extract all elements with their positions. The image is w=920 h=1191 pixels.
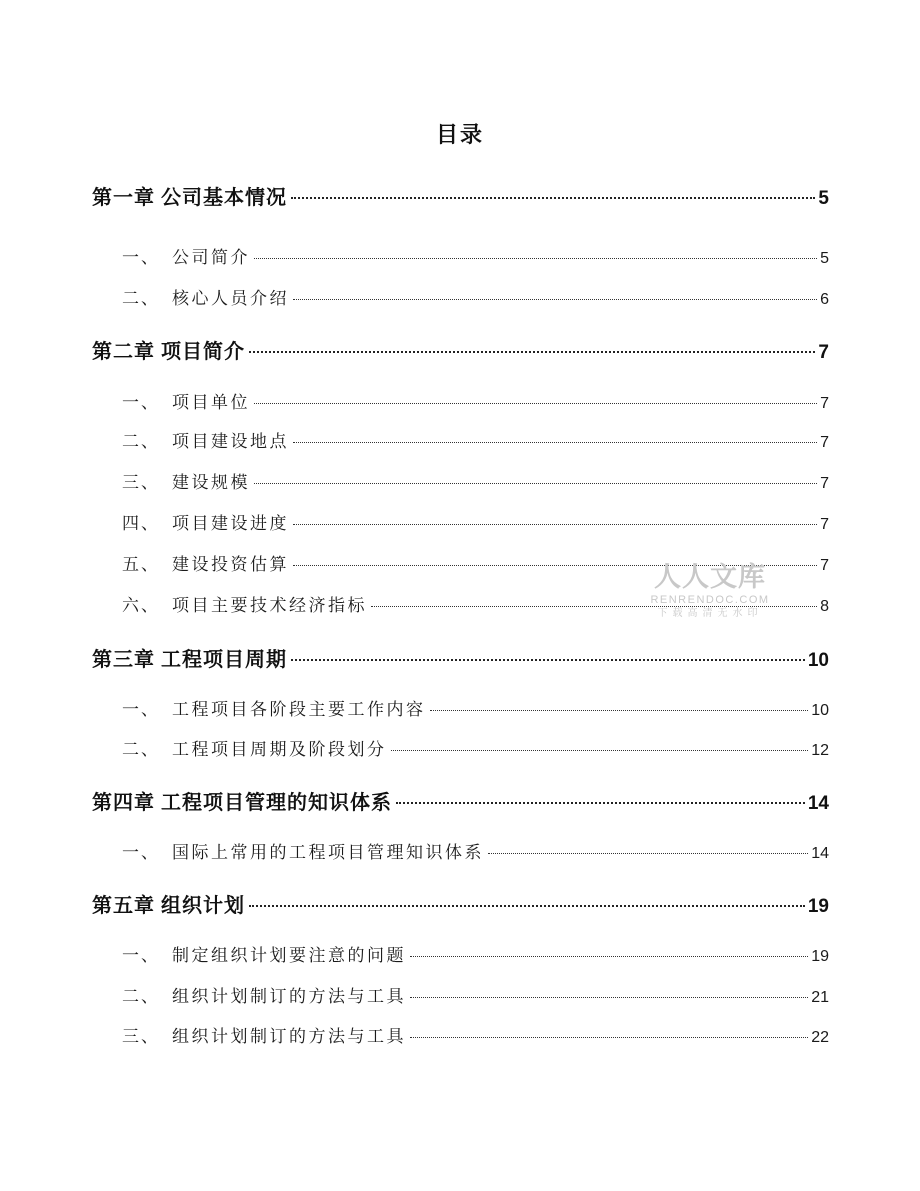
dot-leader: [410, 1037, 808, 1038]
toc-section-2-4[interactable]: [122, 511, 829, 537]
section-number: 四、: [122, 514, 160, 534]
section-number: 二、: [122, 289, 160, 309]
section-label: 组织计划制订的方法与工具: [172, 987, 406, 1007]
chapter-label: 项目简介: [161, 339, 245, 363]
section-number: 一、: [122, 843, 160, 863]
section-label: 项目建设地点: [172, 432, 289, 452]
page-number: 7: [820, 516, 829, 533]
section-label: 公司简介: [172, 248, 250, 268]
toc-section-2-2[interactable]: [122, 429, 829, 455]
toc-chapter-4[interactable]: [92, 787, 829, 817]
page-number: 10: [807, 650, 829, 671]
dot-leader: [391, 750, 809, 751]
toc-section-5-1[interactable]: [122, 943, 829, 969]
section-number: 一、: [122, 393, 160, 413]
toc-section-1-2[interactable]: [122, 286, 829, 312]
section-label: 项目建设进度: [172, 514, 289, 534]
section-number: 一、: [122, 946, 160, 966]
section-number: 二、: [122, 987, 160, 1007]
page-number: 6: [820, 291, 829, 308]
toc-chapter-3[interactable]: [92, 644, 829, 674]
chapter-label: 工程项目周期: [161, 647, 287, 671]
section-number: 二、: [122, 740, 160, 760]
toc-section-2-3[interactable]: [122, 470, 829, 496]
page-number: 12: [811, 742, 829, 759]
dot-leader: [430, 710, 809, 711]
section-label: 项目主要技术经济指标: [172, 596, 367, 616]
section-number: 一、: [122, 248, 160, 268]
section-number: 一、: [122, 700, 160, 720]
section-label: 建设投资估算: [172, 555, 289, 575]
page-number: 5: [820, 250, 829, 267]
page-number: 7: [818, 342, 829, 363]
section-number: 三、: [122, 1027, 160, 1047]
section-number: 二、: [122, 432, 160, 452]
dot-leader: [293, 524, 817, 525]
dot-leader: [249, 905, 805, 907]
page-number: 14: [807, 793, 829, 814]
dot-leader: [293, 565, 817, 566]
dot-leader: [488, 853, 808, 854]
section-number: 三、: [122, 473, 160, 493]
chapter-number: 第一章: [92, 185, 155, 209]
chapter-number: 第四章: [92, 790, 155, 814]
dot-leader: [291, 197, 815, 199]
section-number: 六、: [122, 596, 160, 616]
toc-section-5-2[interactable]: [122, 984, 829, 1010]
dot-leader: [291, 659, 805, 661]
dot-leader: [293, 442, 817, 443]
dot-leader: [410, 997, 808, 998]
section-label: 核心人员介绍: [172, 289, 289, 309]
section-label: 制定组织计划要注意的问题: [172, 946, 406, 966]
toc-chapter-1[interactable]: [92, 182, 829, 212]
section-label: 组织计划制订的方法与工具: [172, 1027, 406, 1047]
chapter-number: 第三章: [92, 647, 155, 671]
toc-chapter-5[interactable]: [92, 890, 829, 920]
section-label: 工程项目周期及阶段划分: [172, 740, 387, 760]
dot-leader: [410, 956, 808, 957]
chapter-number: 第二章: [92, 339, 155, 363]
toc-section-3-1[interactable]: [122, 697, 829, 723]
chapter-label: 组织计划: [161, 893, 245, 917]
dot-leader: [371, 606, 817, 607]
watermark-tagline: 下载高清无水印: [657, 608, 763, 619]
toc-section-5-3[interactable]: [122, 1024, 829, 1050]
page-number: 5: [818, 188, 829, 209]
page-number: 7: [820, 557, 829, 574]
dot-leader: [396, 802, 805, 804]
dot-leader: [254, 403, 817, 404]
toc-section-1-1[interactable]: [122, 245, 829, 271]
toc-section-2-1[interactable]: [122, 390, 829, 416]
dot-leader: [254, 258, 817, 259]
toc-section-2-6[interactable]: [122, 593, 829, 619]
dot-leader: [249, 351, 815, 353]
section-label: 建设规模: [172, 473, 250, 493]
section-label: 国际上常用的工程项目管理知识体系: [172, 843, 484, 863]
chapter-label: 公司基本情况: [161, 185, 287, 209]
page-number: 22: [811, 1029, 829, 1046]
dot-leader: [254, 483, 817, 484]
chapter-number: 第五章: [92, 893, 155, 917]
toc-title: 目录: [435, 123, 484, 148]
page-number: 21: [811, 989, 829, 1006]
watermark-logo-text: 人人文库: [654, 562, 766, 593]
chapter-label: 工程项目管理的知识体系: [161, 790, 392, 814]
section-number: 五、: [122, 555, 160, 575]
toc-section-3-2[interactable]: [122, 737, 829, 763]
page-number: 7: [820, 475, 829, 492]
page-number: 19: [811, 948, 829, 965]
dot-leader: [293, 299, 817, 300]
watermark-domain: RENRENDOC.COM: [650, 594, 770, 606]
page-number: 8: [820, 598, 829, 615]
toc-section-2-5[interactable]: [122, 552, 829, 578]
page-number: 10: [811, 702, 829, 719]
section-label: 工程项目各阶段主要工作内容: [172, 700, 426, 720]
toc-chapter-2[interactable]: [92, 336, 829, 366]
page-number: 7: [820, 395, 829, 412]
page-number: 14: [811, 845, 829, 862]
page-number: 7: [820, 434, 829, 451]
toc-section-4-1[interactable]: [122, 840, 829, 866]
section-label: 项目单位: [172, 393, 250, 413]
page-number: 19: [807, 896, 829, 917]
